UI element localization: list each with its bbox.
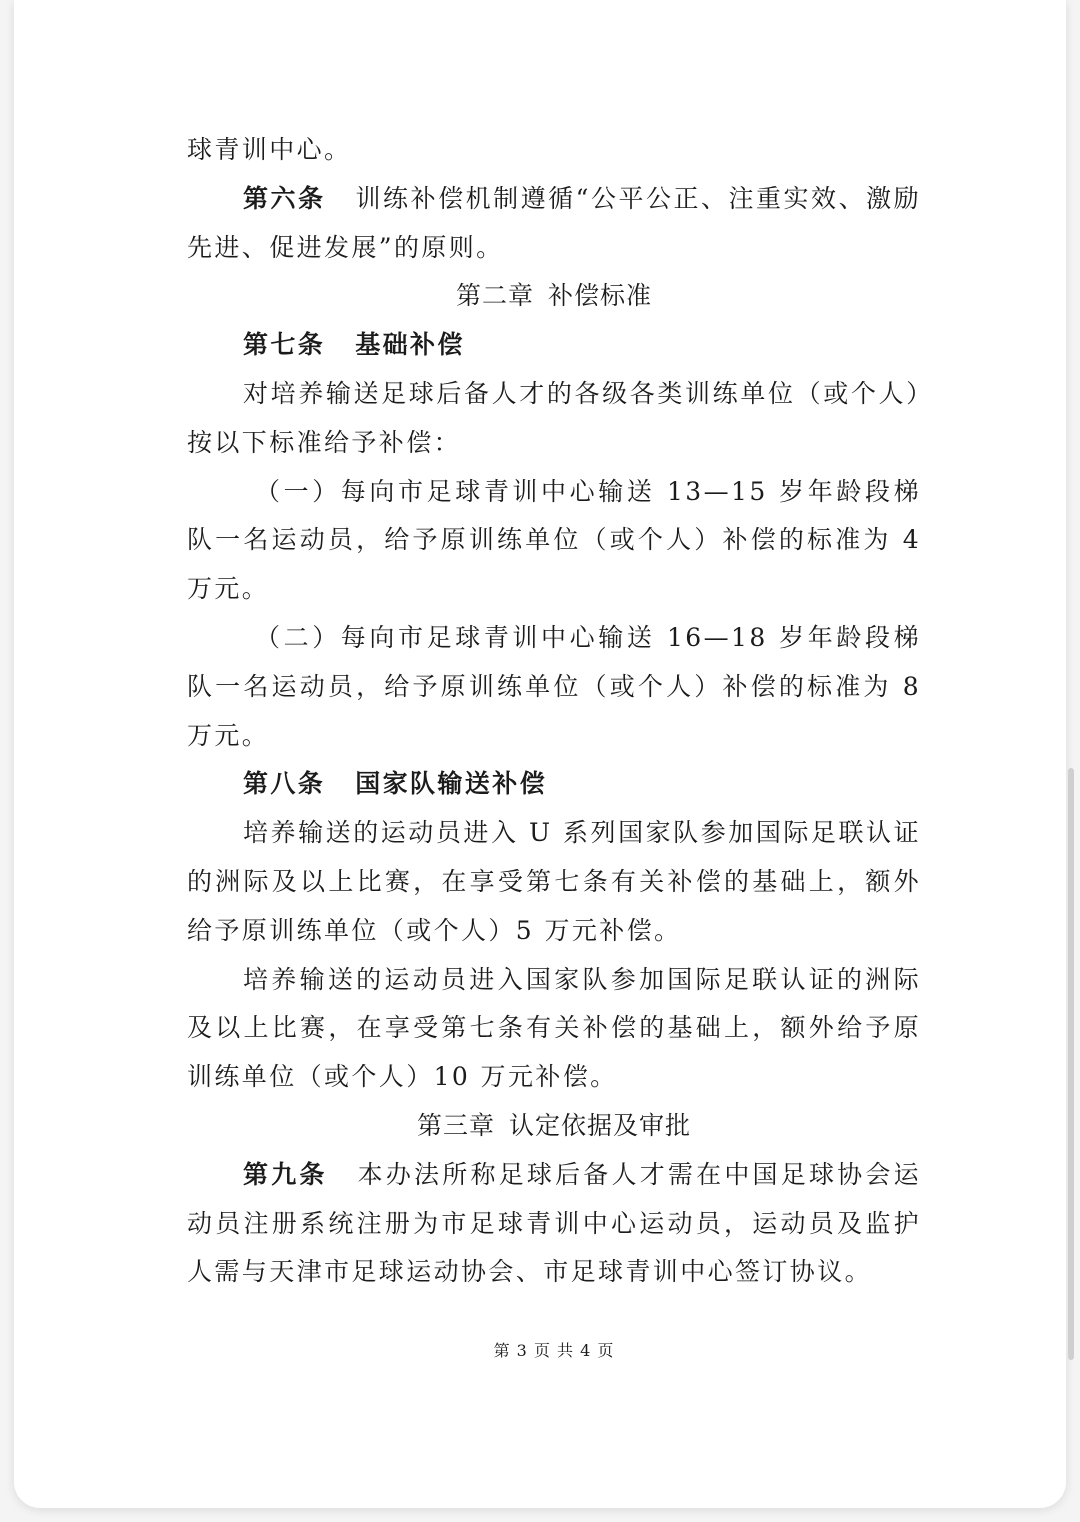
article-7-item-2: （二）每向市足球青训中心输送 16—18 岁年龄段梯队一名运动员，给予原训练单位（或个人）补偿的标准为 8 万元。 — [187, 622, 921, 750]
scrollbar-thumb[interactable] — [1068, 768, 1074, 1360]
chapter-3-heading — [187, 1102, 921, 1151]
article-6-text: 训练补偿机制遵循“公平公正、注重实效、激励先进、促进发展”的原则。 — [187, 183, 921, 262]
page-number-footer: 第 3 页 共 4 页 — [493, 1341, 615, 1360]
article-8-paragraph-1: 培养输送的运动员进入 U 系列国家队参加国际足联认证的洲际及以上比赛，在享受第七条有关补偿的基础上，额外给予原训练单位（或个人）5 万元补偿。 — [187, 818, 921, 945]
article-8-title: 国家队输送补偿 — [355, 769, 548, 799]
article-7-item-1: （一）每向市足球青训中心输送 13—15 岁年龄段梯队一名运动员，给予原训练单位（或个人）补偿的标准为 4 万元。 — [187, 476, 921, 604]
document-page — [14, 0, 1066, 1508]
chapter-2-number: 第二章 — [455, 281, 534, 311]
chapter-2-heading — [187, 272, 921, 321]
article-9-text: 本办法所称足球后备人才需在中国足球协会运动员注册系统注册为市足球青训中心运动员，运动员及监护人需与天津市足球运动协会、市足球青训中心签订协议。 — [187, 1159, 921, 1287]
article-6 — [187, 175, 921, 273]
article-9-label: 第九条 — [243, 1159, 328, 1189]
chapter-3-title: 认定依据及审批 — [509, 1110, 692, 1140]
article-8-paragraph-2: 培养输送的运动员进入国家队参加国际足联认证的洲际及以上比赛，在享受第七条有关补偿的基础上，额外给予原训练单位（或个人）10 万元补偿。 — [187, 964, 921, 1092]
article-7-intro: 对培养输送足球后备人才的各级各类训练单位（或个人）按以下标准给予补偿： — [187, 378, 921, 457]
article-7-heading — [187, 321, 921, 370]
paragraph-continuation: 球青训中心。 — [187, 135, 352, 164]
chapter-2-title: 补偿标准 — [548, 281, 653, 311]
article-8-heading — [187, 760, 921, 809]
article-7-title: 基础补偿 — [355, 330, 465, 360]
article-8-label: 第八条 — [243, 769, 326, 799]
article-7-label: 第七条 — [243, 330, 326, 360]
article-9 — [187, 1151, 921, 1297]
document-body — [187, 126, 921, 1297]
chapter-3-number: 第三章 — [416, 1110, 495, 1140]
article-6-label: 第六条 — [243, 183, 326, 213]
